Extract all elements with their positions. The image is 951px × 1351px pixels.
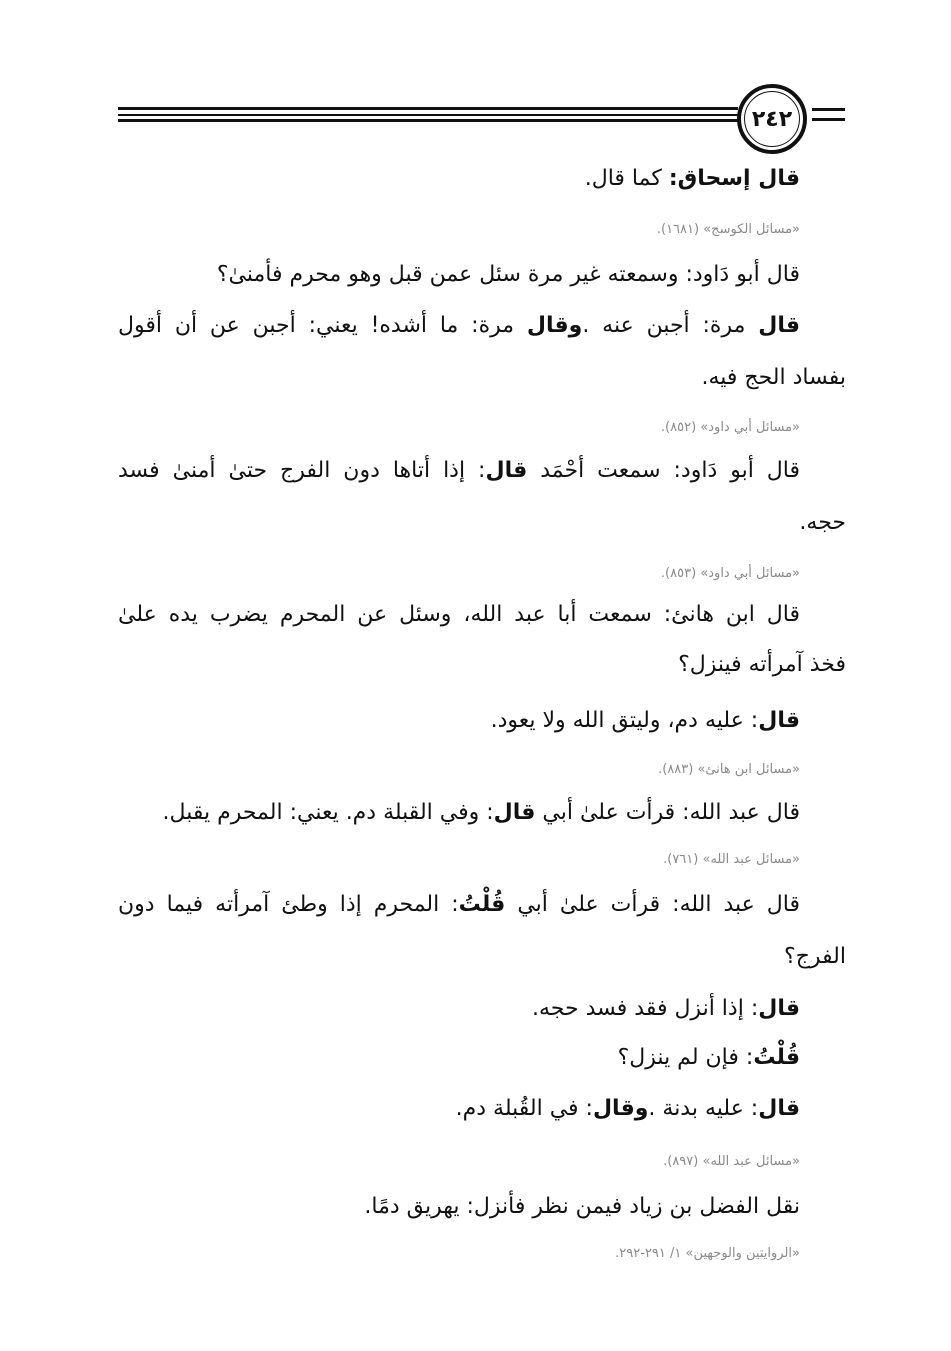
text-line xyxy=(118,458,800,483)
text-line: الفرج؟ xyxy=(784,944,846,969)
source-citation: «مسائل ابن هانئ» (٨٨٣). xyxy=(658,762,800,777)
speaker-label: قال إسحاق: xyxy=(668,166,800,191)
text-line xyxy=(118,708,800,733)
source-citation: «مسائل عبد الله» (٨٩٧). xyxy=(663,1154,800,1169)
speaker-label: قال xyxy=(758,1096,800,1121)
text-line xyxy=(118,1096,800,1121)
speaker-label: قال xyxy=(485,458,528,483)
text-line: بفساد الحج فيه. xyxy=(701,365,846,390)
text-line: قال ابن هانئ: سمعت أبا عبد الله، وسئل عن المحرم يضرب يده علىٰ xyxy=(118,602,800,627)
line-text: : فإن لم ينزل؟ xyxy=(617,1045,754,1070)
text-line xyxy=(118,166,800,191)
text-line xyxy=(118,892,800,917)
header-rule-thick xyxy=(118,107,738,110)
source-citation: «مسائل أبي داود» (٨٥٣). xyxy=(660,566,800,581)
page-header xyxy=(0,0,951,160)
speaker-label: قال xyxy=(493,800,536,825)
speaker-label: وقال xyxy=(592,1096,649,1121)
line-text: قال أبو دَاود: سمعت أحْمَد xyxy=(527,458,800,483)
speaker-label: قال xyxy=(758,708,800,733)
line-text: : وفي القبلة دم. يعني: المحرم يقبل. xyxy=(162,800,494,825)
speaker-label: قُلْتُ xyxy=(458,892,506,917)
text-line xyxy=(118,800,800,825)
source-citation: «مسائل أبي داود» (٨٥٢). xyxy=(660,420,800,435)
speaker-label: قال xyxy=(758,996,800,1021)
source-citation: «مسائل الكوسج» (١٦٨١). xyxy=(656,222,800,237)
text-line xyxy=(118,313,800,338)
text-line: فخذ آمرأته فينزل؟ xyxy=(678,652,846,677)
line-text: : إذا أنزل فقد فسد حجه. xyxy=(532,996,759,1021)
line-text: مرة: أجبن عنه . xyxy=(582,313,759,338)
line-text: كما قال. xyxy=(584,166,669,191)
speaker-label: وقال xyxy=(526,313,583,338)
text-line xyxy=(118,1045,800,1070)
line-text: : إذا أتاها دون الفرج حتىٰ أمنىٰ فسد xyxy=(118,458,486,483)
speaker-label: قُلْتُ xyxy=(753,1045,800,1070)
line-text: قال عبد الله: قرأت علىٰ أبي xyxy=(535,800,800,825)
line-text: : المحرم إذا وطئ آمرأته فيما دون xyxy=(118,892,459,917)
page-number: ٢٤٢ xyxy=(737,84,807,154)
line-text: : عليه دم، وليتق الله ولا يعود. xyxy=(490,708,759,733)
text-line: قال أبو دَاود: وسمعته غير مرة سئل عمن قبل وهو محرم فأمنىٰ؟ xyxy=(216,262,800,287)
source-citation: «الروايتين والوجهين» ١/ ٢٩١-٢٩٢. xyxy=(615,1246,800,1261)
line-text: مرة: ما أشده! يعني: أجبن عن أن أقول xyxy=(118,313,527,338)
line-text: قال عبد الله: قرأت علىٰ أبي xyxy=(505,892,800,917)
source-citation: «مسائل عبد الله» (٧٦١). xyxy=(663,852,800,867)
header-rule-thin xyxy=(118,114,738,116)
text-line: نقل الفضل بن زياد فيمن نظر فأنزل: يهريق دمًا. xyxy=(364,1194,800,1219)
line-text: : عليه بدنة . xyxy=(648,1096,759,1121)
text-line: حجه. xyxy=(799,510,846,535)
header-rule-right xyxy=(812,108,845,111)
line-text: : في القُبلة دم. xyxy=(455,1096,593,1121)
speaker-label: قال xyxy=(758,313,800,338)
text-line xyxy=(118,996,800,1021)
header-rule-thick-lower xyxy=(118,119,738,122)
header-rule-right-lower xyxy=(812,118,845,121)
